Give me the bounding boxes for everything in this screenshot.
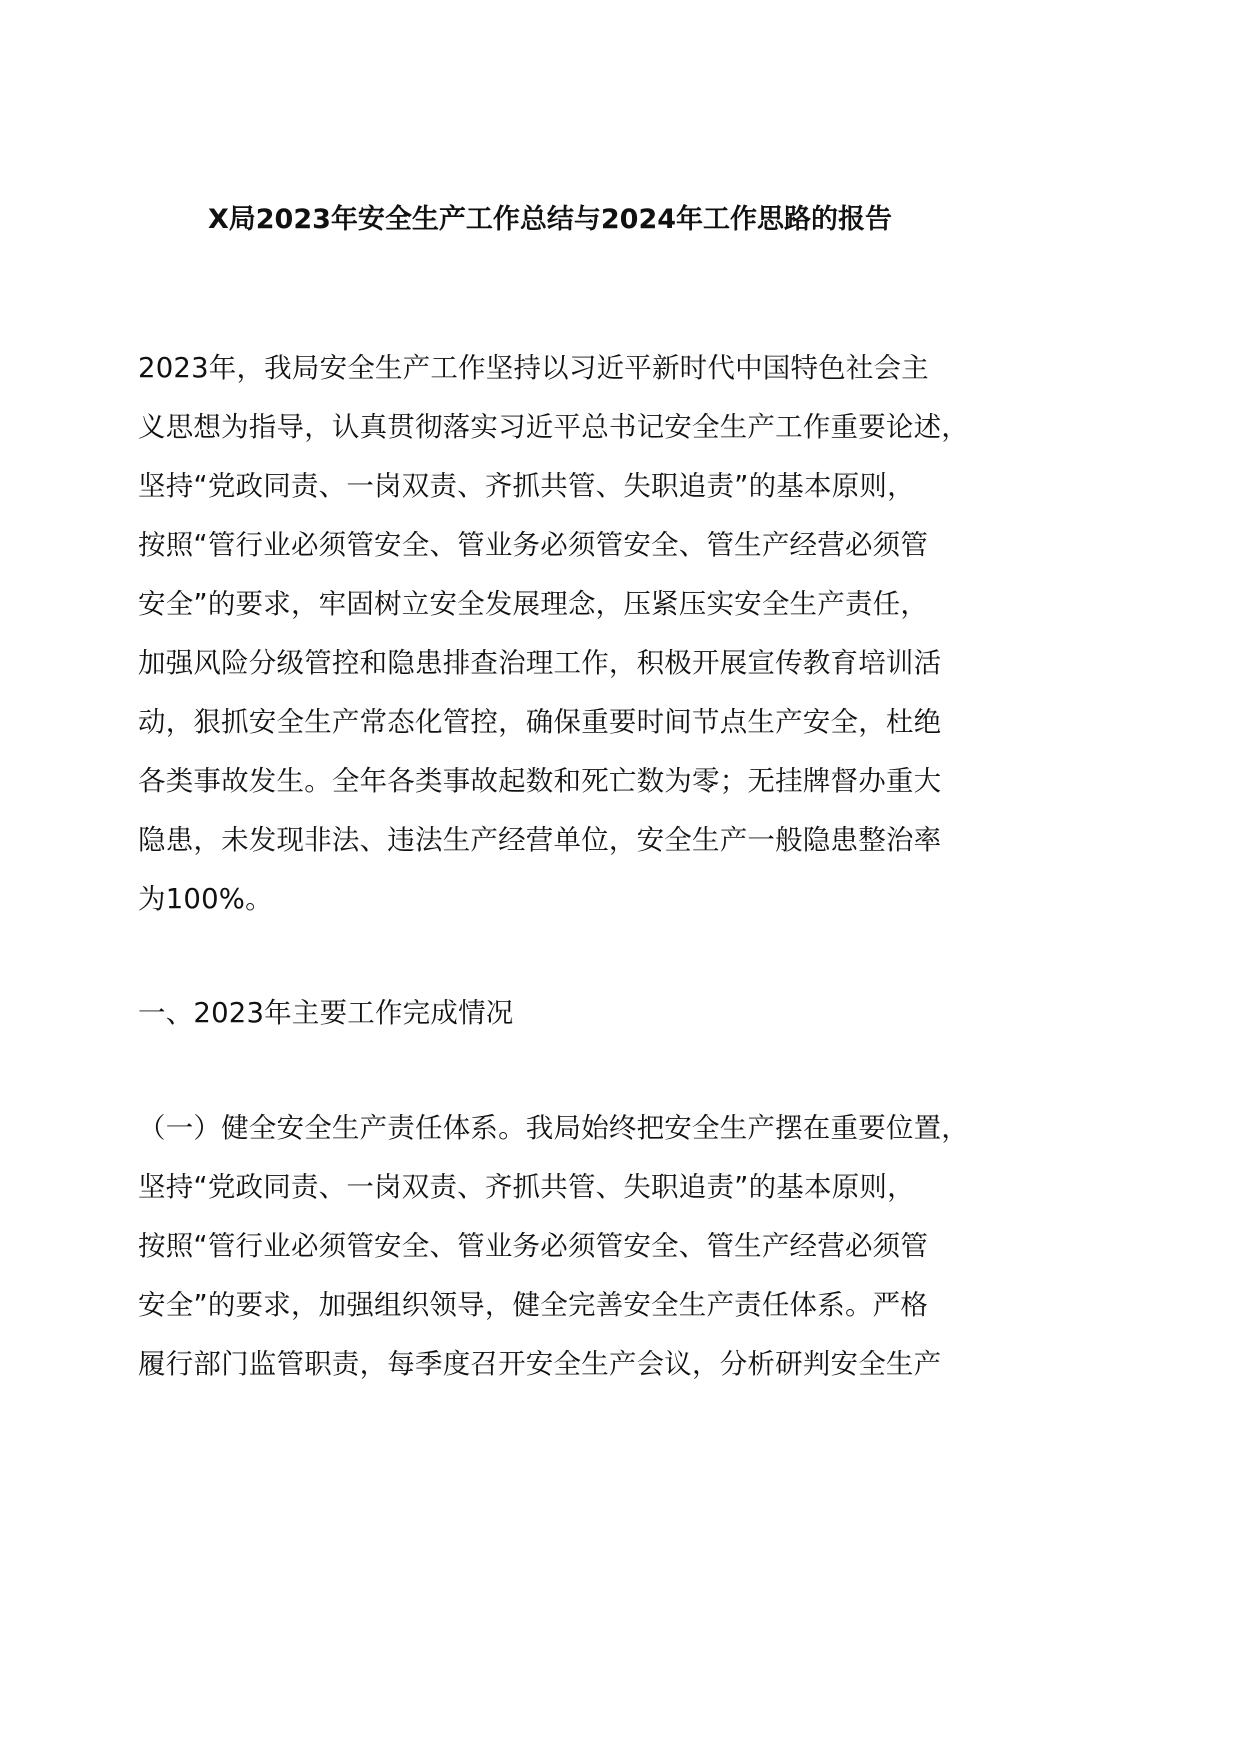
intro-line: 按照“管行业必须管安全、管业务必须管安全、管生产经营必须管 bbox=[138, 529, 929, 561]
section-heading: 一、2023年主要工作完成情况 bbox=[138, 997, 514, 1029]
intro-line: 2023年，我局安全生产工作坚持以习近平新时代中国特色社会主 bbox=[138, 352, 929, 384]
intro-line: 加强风险分级管控和隐患排查治理工作，积极开展宣传教育培训活 bbox=[138, 647, 942, 679]
intro-line: 动，狠抓安全生产常态化管控，确保重要时间节点生产安全，杜绝 bbox=[138, 706, 942, 738]
intro-line: 隐患，未发现非法、违法生产经营单位，安全生产一般隐患整治率 bbox=[138, 824, 942, 856]
intro-line: 坚持“党政同责、一岗双责、齐抓共管、失职追责”的基本原则， bbox=[138, 470, 915, 502]
subsection-line: 安全”的要求，加强组织领导，健全完善安全生产责任体系。严格 bbox=[138, 1289, 929, 1321]
intro-line: 安全”的要求，牢固树立安全发展理念，压紧压实安全生产责任， bbox=[138, 588, 929, 620]
subsection-line: 坚持“党政同责、一岗双责、齐抓共管、失职追责”的基本原则， bbox=[138, 1171, 915, 1203]
subsection-line: 履行部门监管职责，每季度召开安全生产会议，分析研判安全生产 bbox=[138, 1348, 942, 1380]
intro-line: 义思想为指导，认真贯彻落实习近平总书记安全生产工作重要论述， bbox=[138, 411, 969, 443]
intro-line: 为100%。 bbox=[138, 883, 273, 915]
document-title: X局2023年安全生产工作总结与2024年工作思路的报告 bbox=[207, 204, 893, 235]
subsection-line: （一）健全安全生产责任体系。我局始终把安全生产摆在重要位置， bbox=[138, 1112, 969, 1144]
intro-line: 各类事故发生。全年各类事故起数和死亡数为零；无挂牌督办重大 bbox=[138, 765, 942, 797]
subsection-line: 按照“管行业必须管安全、管业务必须管安全、管生产经营必须管 bbox=[138, 1230, 929, 1262]
